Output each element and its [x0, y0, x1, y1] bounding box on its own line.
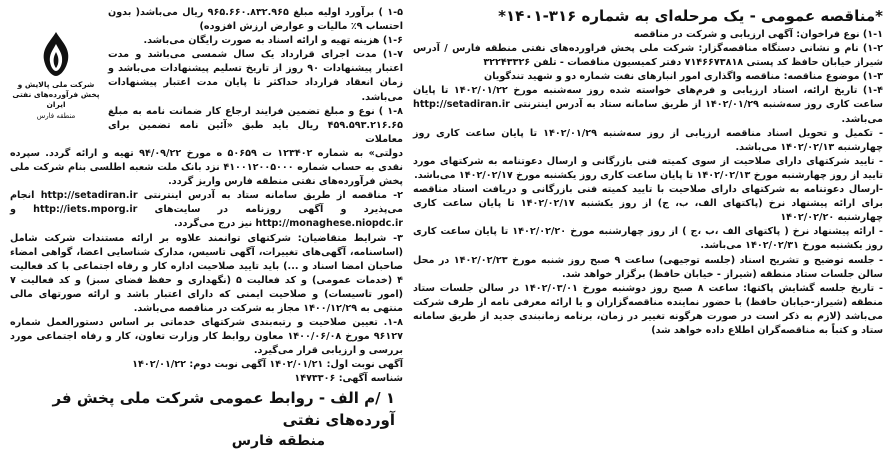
columns	[8, 6, 884, 449]
paragraph-conditions: ۳- شرایط متقاضیان: شرکتهای توانمند علاوه بر ارائه مستندات شرکت شامل (اساسنامه، آگهی‌های تغییرات، آگهی تاسیس، مدارک شناسایی اعضا، گواهی امضاء صاحبان امضا اسناد و ...) باید تایید صلاحیت اداره کار و رفاه اجتماعی با کد فعالیت ۴ (خدمات عمومی) و کد فعالیت ۵ (نگهداری و حفظ فضای سبز) و کد فعالیت ۷ (امور تاسیسات) و صلاحیت ایمنی که دارای اعتبار باشد و ارائه صورتهای مالی منتهی به ۱۴۰۰/۱۲/۲۹ مجاز به شرکت در مناقصه می‌باشد.	[10, 232, 403, 314]
logo-company-name: شرکت ملی پالایش و پخش فرآورده‌های نفتی ایران	[12, 80, 100, 109]
signature-footer	[10, 387, 403, 451]
paragraph-completion: - تکمیل و تحویل اسناد مناقصه ارزیابی از روز سه‌شنبه ۱۴۰۲/۰۱/۲۹ تا پایان ساعت کاری روز چهارشنبه ۱۴۰۲/۰۲/۱۳ می‌باشد.	[413, 127, 883, 153]
paragraph-opening: - تاریخ جلسه گشایش پاکتها: ساعت ۸ صبح روز دوشنبه مورخ ۱۴۰۲/۰۳/۰۱ در سالن جلسات ستاد منطقه (شیراز-خیابان حافظ) با حضور نماینده مناقصه‌گزاران و یا ارائه معرفی نامه از طرف شرکت می‌باشد (لازم به ذکر است در صورت هرگونه تغییر در زمان، برنامه زمانبندی جدید از طریق سامانه ستاد و کتباً به مناقصه‌گران اطلاع داده خواهد شد)	[413, 282, 883, 336]
left-column	[10, 6, 403, 449]
paragraph-approval: - تایید شرکتهای دارای صلاحیت از سوی کمیته فنی بازرگانی و ارسال دعوتنامه به شرکتهای مورد تایید از روز چهارشنبه مورخ ۱۴۰۲/۰۲/۱۳ تا پایان ساعت کاری روز یکشنبه مورخ ۱۴۰۲/۰۲/۱۷ می‌باشد.	[413, 155, 883, 181]
paragraph-guarantee: ۱-۸ ) نوع و مبلغ تضمین فرایند ارجاع کار ضمانت نامه به مبلغ ۴۵۹.۵۹۳.۲۱۶.۶۵ ریال باید طبق «آئین نامه تضمین برای معاملات	[108, 105, 403, 145]
right-column	[413, 6, 883, 426]
left-header	[10, 6, 403, 147]
footer-line-2: منطقه فارس	[231, 432, 325, 449]
paragraph-setad: ۲- مناقصه از طریق سامانه ستاد به آدرس اینترنتی http://setadiran.ir انجام می‌پذیرد و آگهی روزنامه در سایت‌های http://iets.mporg.ir و http://monaghese.niopdc.ir نیز درج می‌گردد.	[10, 190, 403, 230]
paragraph-organizer: ۱-۲) نام و نشانی دستگاه مناقصه‌گزار: شرکت ملی پخش فراورده‌های نفتی منطقه فارس / آدرس شیراز خیابان حافظ کد پستی ۷۱۴۶۶۷۳۸۱۸ دفتر کمیسیون مناقصات - تلفن ۳۲۲۴۳۳۲۶	[413, 43, 883, 69]
paragraph-invitation: -ارسال دعوتنامه به شرکتهای دارای صلاحیت با تایید کمیته فنی بازرگانی و دریافت اسناد مناقصه برای ارائه پیشنهاد نرخ (پاکتهای الف، ب، ج) از روز یکشنبه ۱۴۰۲/۰۲/۱۷ تا پایان ساعت کاری چهارشنبه ۱۴۰۲/۰۲/۲۰	[413, 184, 884, 224]
paragraph-subject: ۱-۳) موضوع مناقصه: مناقصه واگذاری امور انبارهای نفت شماره دو و شهید تندگویان	[484, 71, 883, 83]
paragraph-submission: - ارائه پیشنهاد نرخ ( پاکتهای الف ،ب ،ج ) از روز چهارشنبه مورخ ۱۴۰۲/۰۲/۲۰ تا پایان ساعت کاری روز یکشنبه مورخ ۱۴۰۲/۰۲/۳۱ می‌باشد.	[413, 226, 883, 252]
paragraph-qualification: ۱-۸. تعیین صلاحیت و رتبه‌بندی شرکتهای خدماتی بر اساس دستورالعمل شماره ۹۶۱۲۷ مورخ ۱۴۰۰/۰۶/۰۸ معاون روابط کار وزارت تعاون، کار و رفاه اجتماعی مورد بررسی و ارزیابی قرار می‌گیرد.	[10, 317, 403, 357]
logo-region: منطقه فارس	[36, 112, 76, 120]
company-logo	[10, 6, 102, 147]
paragraph-dates: ۱-۴) تاریخ ارائه، اسناد ارزیابی و فرم‌های خواسته شده روز سه‌شنبه مورخ ۱۴۰۲/۰۱/۲۲ تا پایان ساعت کاری روز سه‌شنبه ۱۴۰۲/۰۱/۲۹ از طریق سامانه ستاد به آدرس اینترنتی http://setadiran.ir می‌باشد.	[413, 85, 883, 125]
paragraph-briefing: - جلسه توضیح و تشریح اسناد (جلسه توجیهی) ساعت ۹ صبح روز شنبه مورخ ۱۴۰۲/۰۲/۲۳ در محل سالن جلسات ستاد منطقه (شیراز - خیابان حافظ) برگزار خواهد شد.	[413, 254, 883, 280]
left-header-text	[108, 6, 403, 147]
paragraph-ad-id: شناسه آگهی: ۱۴۷۳۳۰۶	[294, 373, 403, 385]
paragraph-publication-dates: آگهی نوبت اول: ۱۴۰۲/۰۱/۲۱ آگهی نوبت دوم: ۱۴۰۲/۰۱/۲۲	[132, 359, 403, 371]
footer-line-1: ۱ /م الف - روابط عمومی شرکت ملی پخش فر آورده‌های نفتی	[52, 388, 395, 429]
paragraph-estimate: ۱-۵ ) برآورد اولیه مبلغ ۹۶۵.۶۶۰.۸۳۲.۹۶۵ ریال می‌باشد( بدون احتساب ۹٪ مالیات و عوارض ارزش افزوده)	[108, 7, 403, 33]
paragraph-deposit: دولتی» به شماره ۱۲۳۴۰۲ ت ۵۰۶۵۹ ه مورخ ۹۴/۰۹/۲۲ تهیه و ارائه گردد. سپرده نقدی به حساب شماره ۴۱۰۰۱۲۰۰۵۰۰۰ نزد بانک ملت شعبه اطلسی بنام شرکت ملی پخش فرآورده‌های نفتی منطقه فارس واریز گردد.	[10, 147, 403, 188]
paragraph-fee: ۱-۶) هزینه تهیه و ارائه اسناد به صورت رایگان می‌باشد.	[143, 35, 403, 47]
paragraph-type: ۱-۱) نوع فراخوان: آگهی ارزیابی و شرکت در مناقصه	[633, 29, 883, 40]
paragraph-duration: ۱-۷) مدت اجرای قرارداد یک سال شمسی می‌باشد و مدت اعتبار پیشنهادات ۹۰ روز از تاریخ تسلیم پیشنهادات می‌باشد و زمان انعقاد قرارداد حداکثر تا پایان مدت اعتبار پیشنهادات می‌باشد.	[108, 49, 403, 103]
notice-title: *مناقصه عمومی - یک مرحله‌ای به شماره ۳۱۶-۱۴۰۱*	[498, 7, 883, 25]
flame-logo-icon	[36, 30, 76, 78]
